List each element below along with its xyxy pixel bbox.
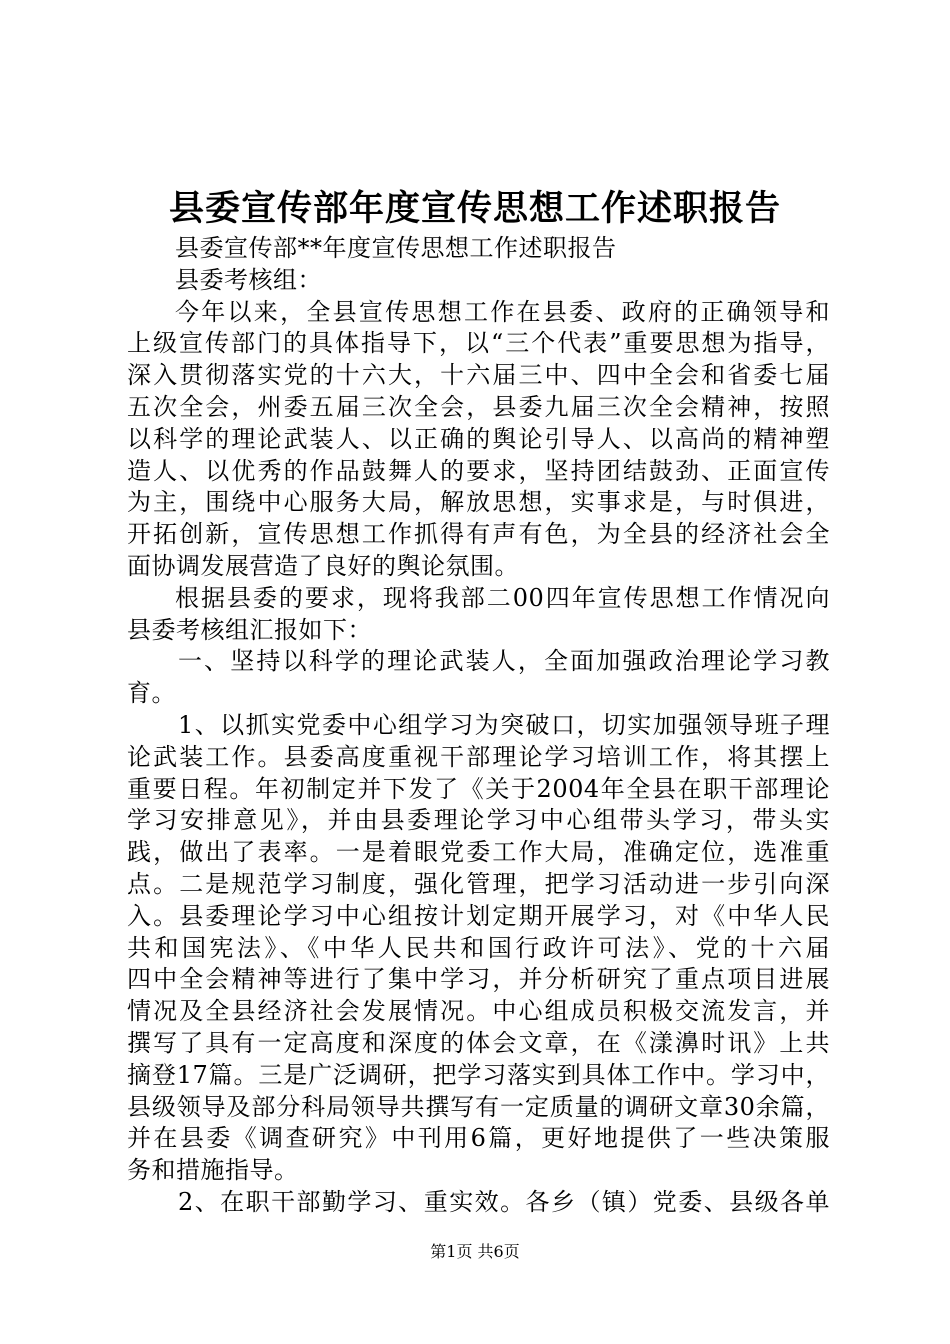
text-line: 县委考核组汇报如下：	[127, 615, 372, 644]
text-line: 今年以来，全县宣传思想工作在县委、政府的正确领导和	[175, 297, 830, 326]
text-line: 四中全会精神等进行了集中学习，并分析研究了重点项目进展	[127, 965, 830, 994]
text-line: 为主，围绕中心服务大局，解放思想，实事求是，与时俱进，	[127, 488, 830, 517]
text-line: 育。	[127, 679, 176, 708]
text-line: 践，做出了表率。一是着眼党委工作大局，准确定位，选准重	[127, 838, 830, 867]
text-line: 面协调发展营造了良好的舆论氛围。	[127, 551, 519, 580]
text-line: 一、坚持以科学的理论武装人，全面加强政治理论学习教	[178, 647, 830, 676]
text-line: 共和国宪法》、《中华人民共和国行政许可法》、党的十六届	[127, 933, 830, 962]
text-line: 情况及全县经济社会发展情况。中心组成员积极交流发言，并	[127, 997, 830, 1026]
text-line: 点。二是规范学习制度，强化管理，把学习活动进一步引向深	[127, 869, 830, 898]
text-line: 根据县委的要求，现将我部二00四年宣传思想工作情况向	[175, 583, 830, 612]
text-line: 论武装工作。县委高度重视干部理论学习培训工作，将其摆上	[127, 742, 830, 771]
text-line: 县级领导及部分科局领导共撰写有一定质量的调研文章30余篇，	[127, 1092, 830, 1121]
text-line: 五次全会，州委五届三次全会，县委九届三次全会精神，按照	[127, 392, 830, 421]
page-footer: 第1页 共6页	[430, 1242, 520, 1261]
document-body	[127, 233, 830, 1219]
text-line: 县委宣传部**年度宣传思想工作述职报告	[175, 234, 617, 262]
text-line: 1、以抓实党委中心组学习为突破口，切实加强领导班子理	[178, 710, 830, 739]
text-line: 撰写了具有一定高度和深度的体会文章，在《漾濞时讯》上共	[127, 1028, 830, 1057]
text-line: 深入贯彻落实党的十六大，十六届三中、四中全会和省委七届	[127, 361, 830, 390]
text-line: 学习安排意见》，并由县委理论学习中心组带头学习，带头实	[127, 806, 830, 835]
text-line: 开拓创新，宣传思想工作抓得有声有色，为全县的经济社会全	[127, 520, 830, 549]
text-line: 摘登17篇。三是广泛调研，把学习落实到具体工作中。学习中，	[127, 1060, 830, 1089]
text-line: 造人、以优秀的作品鼓舞人的要求，坚持团结鼓劲、正面宣传	[127, 456, 830, 485]
text-line: 县委考核组：	[175, 265, 322, 294]
text-line: 上级宣传部门的具体指导下，以“三个代表”重要思想为指导，	[127, 329, 830, 358]
text-line: 并在县委《调查研究》中刊用6篇，更好地提供了一些决策服	[127, 1124, 830, 1153]
document-title: 县委宣传部年度宣传思想工作述职报告	[168, 188, 781, 229]
text-line: 以科学的理论武装人、以正确的舆论引导人、以高尚的精神塑	[127, 424, 830, 453]
text-line: 重要日程。年初制定并下发了《关于2004年全县在职干部理论	[127, 774, 830, 803]
text-line: 2、在职干部勤学习、重实效。各乡（镇）党委、县级各单	[178, 1187, 830, 1216]
text-line: 务和措施指导。	[127, 1156, 299, 1185]
text-line: 入。县委理论学习中心组按计划定期开展学习，对《中华人民	[127, 901, 830, 930]
